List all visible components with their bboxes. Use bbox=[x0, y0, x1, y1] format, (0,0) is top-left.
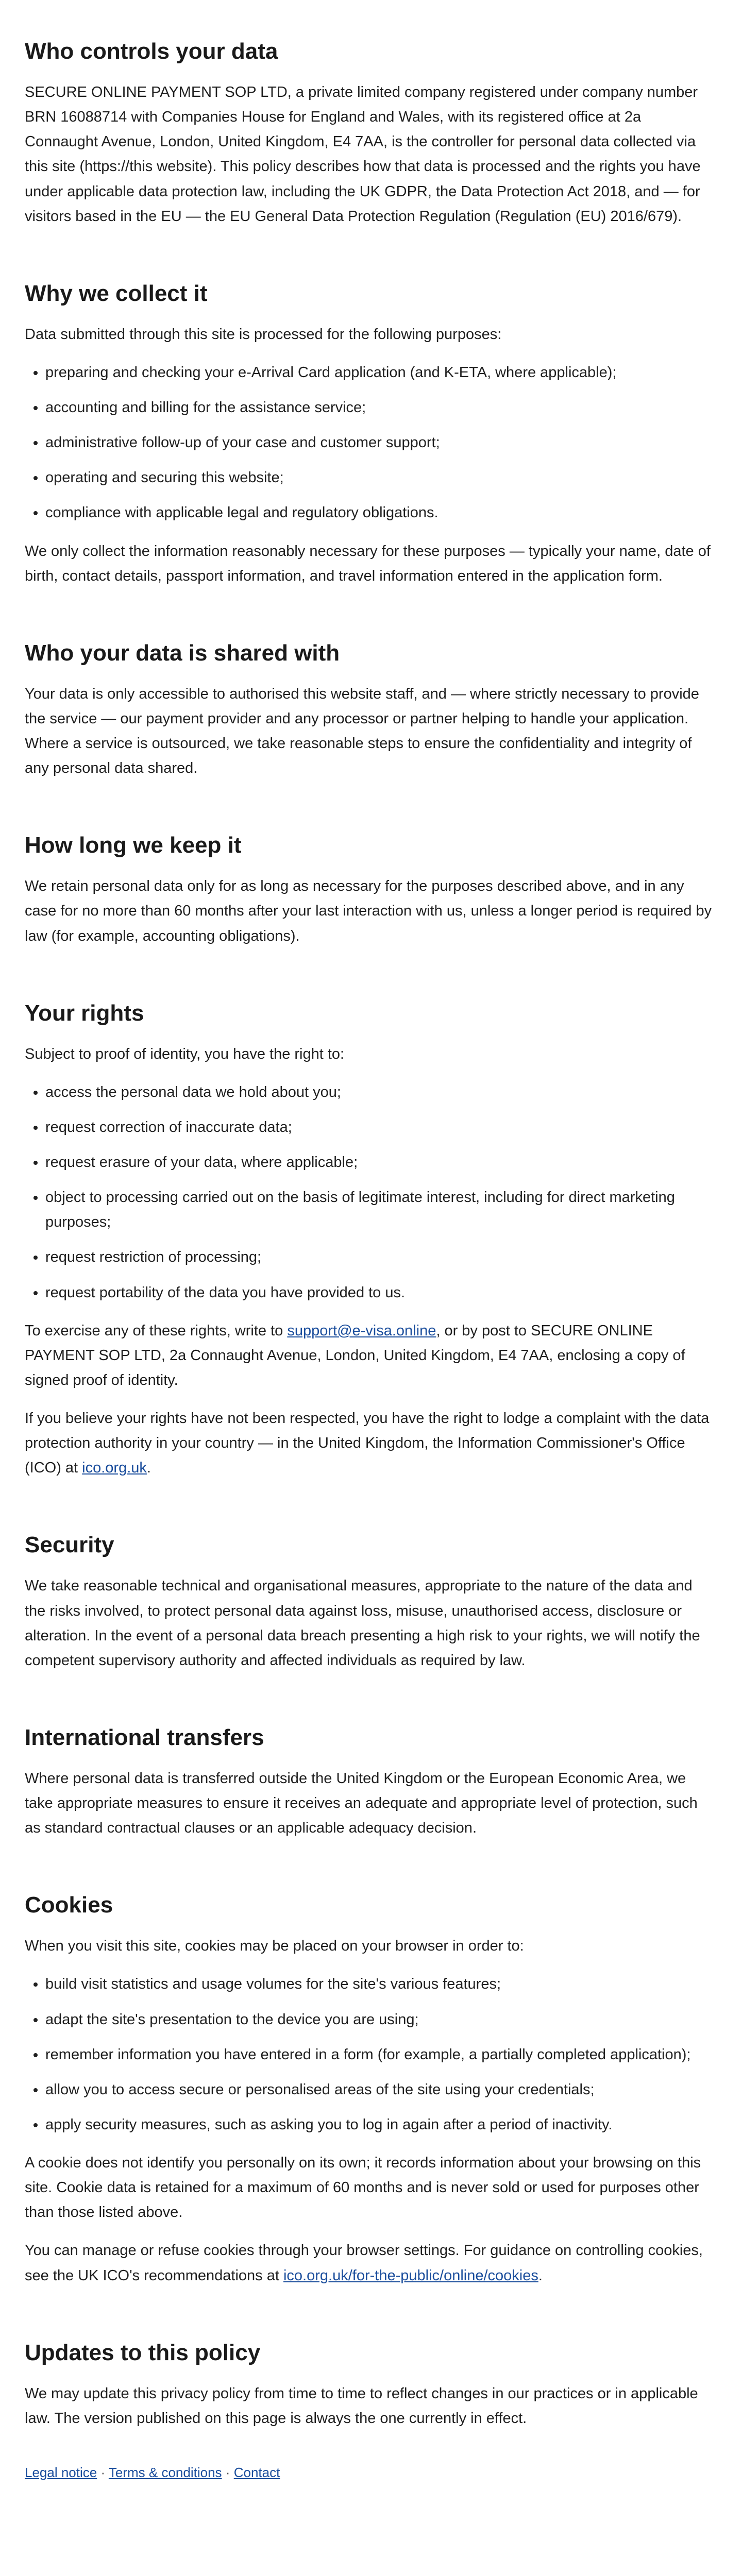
terms-link[interactable]: Terms & conditions bbox=[108, 2464, 222, 2480]
paragraph-sharing: Your data is only accessible to authorised this website staff, and — where strictly necessary to provide the service — our payment provider and any processor or partner helping to handle your application. Where a service is outsourced, we take reasonable steps to ensure the confidentiality and integrity of any personal data shared. bbox=[25, 685, 699, 777]
list-item: • remember information you have entered in a form (for example, a partially completed application); bbox=[45, 2042, 717, 2067]
heading-international-transfers: International transfers bbox=[25, 1724, 264, 1750]
cookie-management-text-after: . bbox=[538, 2267, 543, 2284]
list-item: • preparing and checking your e-Arrival Card application (and K-ETA, where applicable); bbox=[45, 360, 717, 385]
list-item: • accounting and billing for the assistance service; bbox=[45, 395, 717, 420]
paragraph-purposes-intro: Data submitted through this site is processed for the following purposes: bbox=[25, 326, 502, 343]
ico-cookies-link[interactable]: ico.org.uk/for-the-public/online/cookies bbox=[283, 2267, 538, 2284]
paragraph-exercise-rights bbox=[25, 1318, 717, 1393]
section-international-transfers bbox=[25, 1723, 717, 1840]
paragraph-cookie-management bbox=[25, 2238, 717, 2287]
paragraph-security: We take reasonable technical and organisational measures, appropriate to the nature of the data and the risks involved, to protect personal data against loss, misuse, unauthorised access, disclosure or alteration. In the event of a personal data breach presenting a high risk to your rights, we will notify the competent supervisory authority and affected individuals as required by law. bbox=[25, 1578, 700, 1669]
heading-cookies: Cookies bbox=[25, 1892, 113, 1918]
list-item: • access the personal data we hold about you; bbox=[45, 1080, 717, 1105]
footer-links bbox=[25, 2462, 717, 2484]
list-item: • object to processing carried out on the basis of legitimate interest, including for direct marketing purposes; bbox=[45, 1185, 717, 1234]
section-why-collect bbox=[25, 279, 717, 588]
cookie-management-text-before: You can manage or refuse cookies through your browser settings. For guidance on controlling cookies, see the UK ICO's recommendations at bbox=[25, 2242, 703, 2284]
list-item: • request restriction of processing; bbox=[45, 1245, 717, 1269]
list-item: • request portability of the data you have provided to us. bbox=[45, 1280, 717, 1305]
paragraph-controller: SECURE ONLINE PAYMENT SOP LTD, a private limited company registered under company number BRN 16088714 with Companies House for England and Wales, with its registered office at 2a Connaught Avenue, London, United Kingdom, E4 7AA, is the controller for personal data collected via this site (https://this website). This policy describes how that data is processed and the rights you have under applicable data protection law, including the UK GDPR, the Data Protection Act 2018, and — for visitors based in the EU — the EU General Data Protection Regulation (Regulation (EU) 2016/679). bbox=[25, 84, 701, 225]
paragraph-retention: We retain personal data only for as long as necessary for the purposes described above, and in any case for no more than 60 months after your last interaction with us, unless a longer period is required by law (for example, accounting obligations). bbox=[25, 878, 712, 944]
list-item: • apply security measures, such as asking you to log in again after a period of inactivity. bbox=[45, 2112, 717, 2137]
legal-notice-link[interactable]: Legal notice bbox=[25, 2464, 97, 2480]
complaint-text-after: . bbox=[146, 1460, 151, 1477]
section-shared-with bbox=[25, 639, 717, 781]
list-item: • build visit statistics and usage volumes for the site's various features; bbox=[45, 1972, 717, 1996]
footer-separator: · bbox=[225, 2464, 230, 2480]
heading-who-controls: Who controls your data bbox=[25, 39, 278, 64]
list-item: • allow you to access secure or personalised areas of the site using your credentials; bbox=[45, 2077, 717, 2102]
list-item: • request correction of inaccurate data; bbox=[45, 1115, 717, 1140]
heading-updates: Updates to this policy bbox=[25, 2340, 261, 2365]
paragraph-rights-intro: Subject to proof of identity, you have the right to: bbox=[25, 1045, 345, 1062]
paragraph-cookie-retention: A cookie does not identify you personally on its own; it records information about your browsing on this site. Cookie data is retained for a maximum of 60 months and is never sold or used for purposes other than those listed above. bbox=[25, 2155, 701, 2221]
cookies-list bbox=[25, 1972, 717, 2137]
exercise-text-before: To exercise any of these rights, write to bbox=[25, 1322, 288, 1339]
section-updates bbox=[25, 2338, 717, 2431]
support-email-link[interactable]: support@e-visa.online bbox=[287, 1322, 436, 1339]
exercise-text-after: , or by post to SECURE ONLINE PAYMENT SOP LTD, 2a Connaught Avenue, London, United Kingdom, E4 7AA, enclosing a copy of signed proof of identity. bbox=[25, 1322, 685, 1388]
paragraph-complaint bbox=[25, 1406, 717, 1480]
complaint-text-before: If you believe your rights have not been respected, you have the right to lodge a complaint with the data protection authority in your country — in the United Kingdom, the Information Commissioner's Office (ICO) at bbox=[25, 1410, 710, 1477]
heading-shared-with: Who your data is shared with bbox=[25, 640, 340, 666]
heading-retention: How long we keep it bbox=[25, 833, 242, 858]
paragraph-transfers: Where personal data is transferred outside the United Kingdom or the European Economic Area, we take appropriate measures to ensure it receives an adequate and appropriate level of protection, such as standard contractual clauses or an applicable adequacy decision. bbox=[25, 1770, 698, 1837]
purposes-list bbox=[25, 360, 717, 526]
list-item: • operating and securing this website; bbox=[45, 465, 717, 490]
list-item: • request erasure of your data, where applicable; bbox=[45, 1150, 717, 1175]
section-cookies bbox=[25, 1891, 717, 2287]
heading-your-rights: Your rights bbox=[25, 1000, 144, 1026]
heading-security: Security bbox=[25, 1532, 114, 1558]
contact-link[interactable]: Contact bbox=[233, 2464, 280, 2480]
section-retention bbox=[25, 831, 717, 948]
footer-separator: · bbox=[100, 2464, 106, 2480]
paragraph-updates: We may update this privacy policy from time to time to reflect changes in our practices or in applicable law. The version published on this page is always the one currently in effect. bbox=[25, 2385, 698, 2427]
rights-list bbox=[25, 1080, 717, 1305]
list-item: • compliance with applicable legal and regulatory obligations. bbox=[45, 500, 717, 525]
section-your-rights bbox=[25, 999, 717, 1481]
section-who-controls bbox=[25, 37, 717, 229]
paragraph-cookies-intro: When you visit this site, cookies may be placed on your browser in order to: bbox=[25, 1938, 524, 1955]
paragraph-data-minimisation: We only collect the information reasonably necessary for these purposes — typically your name, date of birth, contact details, passport information, and travel information entered in the application form. bbox=[25, 543, 711, 584]
list-item: • adapt the site's presentation to the device you are using; bbox=[45, 2007, 717, 2032]
heading-why-collect: Why we collect it bbox=[25, 280, 208, 306]
list-item: • administrative follow-up of your case and customer support; bbox=[45, 430, 717, 455]
ico-link[interactable]: ico.org.uk bbox=[82, 1460, 147, 1477]
section-security bbox=[25, 1531, 717, 1673]
